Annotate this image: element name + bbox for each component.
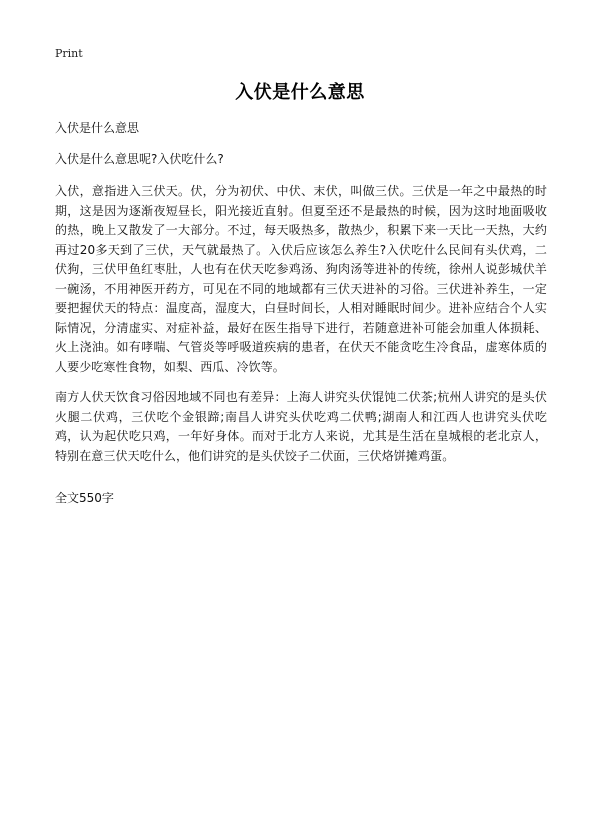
article-lead: 入伏是什么意思: [55, 121, 140, 135]
article-question: 入伏是什么意思呢?入伏吃什么?: [55, 152, 224, 166]
article-paragraph-1: 入伏，意指进入三伏天。伏，分为初伏、中伏、末伏，叫做三伏。三伏是一年之中最热的时期，这是因为逐渐夜短昼长，阳光接近直射。但夏至还不是最热的时候，因为这时地面吸收的热，晚上又散发了一大部分。不过，每天吸热多，散热少，积累下来一天比一天热，大约再过20多天到了三伏，天气就最热了。入伏后应该怎么养生?入伏吃什么民间有头伏鸡，二伏狗，三伏甲鱼红枣肚，人也有在伏天吃参鸡汤、狗肉汤等进补的传统，徐州人说彭城伏羊一碗汤，不用神医开药方，可见在不同的地域都有三伏天进补的习俗。三伏进补养生，一定要把握伏天的特点：温度高，湿度大，白昼时间长，人相对睡眠时间少。进补应结合个人实际情况，分清虚实、对症补益，最好在医生指导下进行，若随意进补可能会加重人体损耗、火上浇油。如有哮喘、气管炎等呼吸道疾病的患者，在伏天不能贪吃生冷食品，虚寒体质的人要少吃寒性食物，如梨、西瓜、冷饮等。: [55, 184, 547, 374]
article-paragraph-2: 南方人伏天饮食习俗因地域不同也有差异：上海人讲究头伏馄饨二伏茶;杭州人讲究的是头伏火腿二伏鸡，三伏吃个金银蹄;南昌人讲究头伏吃鸡二伏鸭;湖南人和江西人也讲究头伏吃鸡，认为起伏吃只鸡，一年好身体。而对于北方人来说，尤其是生活在皇城根的老北京人，特别在意三伏天吃什么，他们讲究的是头伏饺子二伏面，三伏烙饼摊鸡蛋。: [55, 390, 547, 463]
word-count: 全文550字: [55, 491, 114, 505]
print-link[interactable]: Print: [55, 47, 83, 60]
page-title: 入伏是什么意思: [235, 82, 365, 103]
